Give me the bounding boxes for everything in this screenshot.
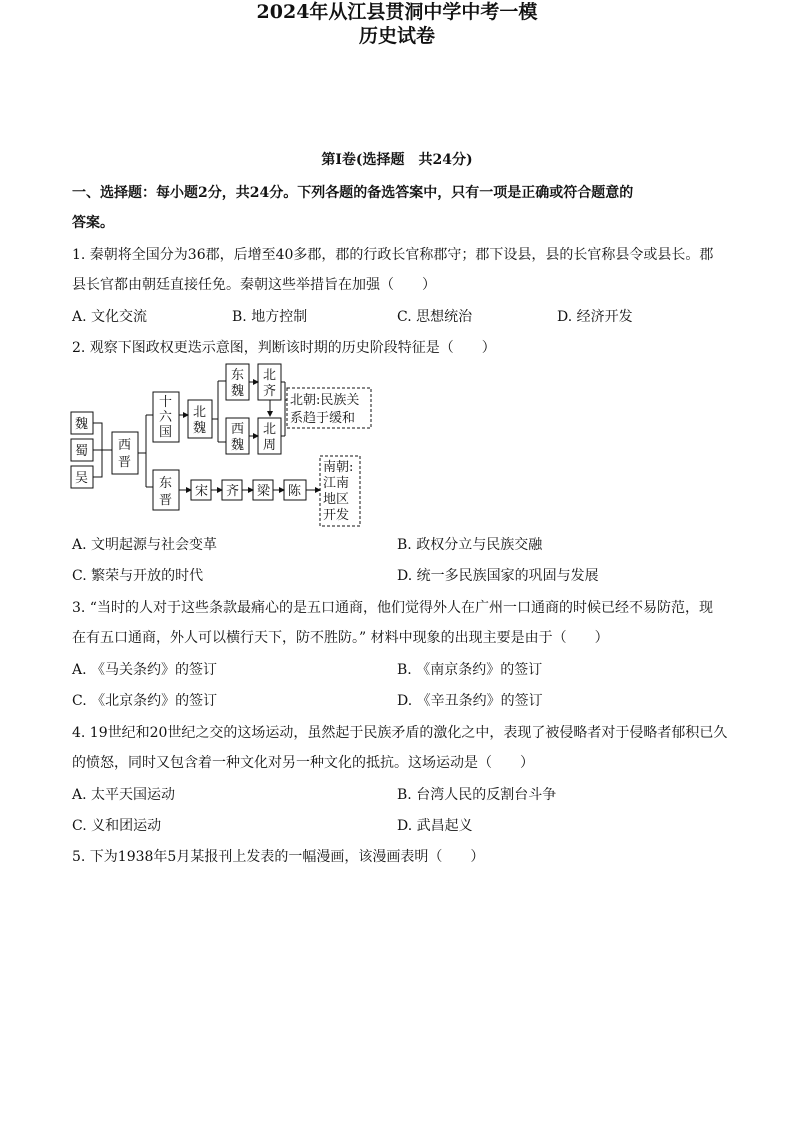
question-2-option-c[interactable]: C. 繁荣与开放的时代 [72,568,204,584]
question-3-line2: 在有五口通商，外人可以横行天下，防不胜防。” 材料中现象的出现主要是由于（ ） [72,630,609,646]
question-1-option-c[interactable]: C. 思想统治 [397,309,473,325]
node-dongjin-1: 东 [159,476,173,491]
question-4-option-d[interactable]: D. 武昌起义 [397,818,473,834]
node-beiqi-2: 齐 [263,384,277,399]
node-shiliuguo-1: 十 [159,395,173,410]
question-3-option-a[interactable]: A. 《马关条约》的签订 [72,662,218,678]
question-5-line1: 5. 下为1938年5月某报刊上发表的一幅漫画，该漫画表明（ ） [72,849,485,865]
note-south-line2: 江南 [323,476,350,491]
node-xiwei-2: 魏 [231,438,245,453]
node-beiwei-2: 魏 [193,421,207,436]
question-2-line1: 2. 观察下图政权更迭示意图，判断该时期的历史阶段特征是（ ） [72,340,496,356]
question-1-line1: 1. 秦朝将全国分为36郡，后增至40多郡，郡的行政长官称郡守；郡下设县，县的长官称县令或县长。郡 [72,247,714,263]
note-north-line2: 系趋于缓和 [290,411,356,426]
regime-change-diagram [66,360,376,532]
question-4-option-c[interactable]: C. 义和团运动 [72,818,162,834]
node-beiwei-1: 北 [193,405,207,420]
question-4-option-a[interactable]: A. 太平天国运动 [72,787,176,803]
section-heading-line1: 一、选择题：每小题2分，共24分。下列各题的备选答案中，只有一项是正确或符合题意的 [72,185,634,201]
node-beizhou-1: 北 [263,422,277,437]
note-south-line3: 地区 [323,492,350,507]
question-1-option-a[interactable]: A. 文化交流 [72,309,148,325]
question-3-option-c[interactable]: C. 《北京条约》的签订 [72,693,218,709]
question-1-option-b[interactable]: B. 地方控制 [232,309,308,325]
note-south-line1: 南朝: [323,460,354,475]
exam-subject: 历史试卷 [358,25,435,47]
node-shu: 蜀 [75,444,89,459]
note-north-line1: 北朝:民族关 [290,393,360,408]
node-wei: 魏 [75,417,89,432]
question-4-option-b[interactable]: B. 台湾人民的反割台斗争 [397,787,557,803]
exam-title: 2024年从江县贯洞中学中考一模 [256,1,538,23]
node-shiliuguo-3: 国 [159,425,173,440]
node-xiwei-1: 西 [231,422,245,437]
question-2-option-a[interactable]: A. 文明起源与社会变革 [72,537,218,553]
question-3-option-d[interactable]: D. 《辛丑条约》的签订 [397,693,543,709]
node-chen: 陈 [288,484,302,499]
node-beizhou-2: 周 [263,438,277,453]
question-3-option-b[interactable]: B. 《南京条约》的签订 [397,662,543,678]
question-1-line2: 县长官都由朝廷直接任免。秦朝这些举措旨在加强（ ） [72,277,436,293]
node-liang: 梁 [257,484,271,499]
question-1-option-d[interactable]: D. 经济开发 [557,309,633,325]
question-2-option-d[interactable]: D. 统一多民族国家的巩固与发展 [397,568,599,584]
note-south-line4: 开发 [323,508,350,523]
node-qi: 齐 [226,484,240,499]
node-xijin-1: 西 [118,438,132,453]
section-heading-line2: 答案。 [72,215,114,231]
exam-part-heading: 第Ⅰ卷(选择题 共24分) [321,152,473,168]
question-2-option-b[interactable]: B. 政权分立与民族交融 [397,537,543,553]
question-4-line2: 的愤怒，同时又包含着一种文化对另一种文化的抵抗。这场运动是（ ） [72,755,534,771]
question-4-line1: 4. 19世纪和20世纪之交的这场运动，虽然起于民族矛盾的激化之中，表现了被侵略者对于侵略者郁积已久 [72,725,728,741]
node-xijin-2: 晋 [118,455,132,470]
node-dongjin-2: 晋 [159,493,173,508]
question-3-line1: 3. “当时的人对于这些条款最痛心的是五口通商，他们觉得外人在广州一口通商的时候已经不易防范，现 [72,600,713,616]
node-wu: 吴 [75,471,89,486]
node-song: 宋 [195,484,209,499]
node-shiliuguo-2: 六 [159,410,173,425]
node-dongwei-2: 魏 [231,384,245,399]
node-beiqi-1: 北 [263,368,277,383]
node-dongwei-1: 东 [231,368,245,383]
